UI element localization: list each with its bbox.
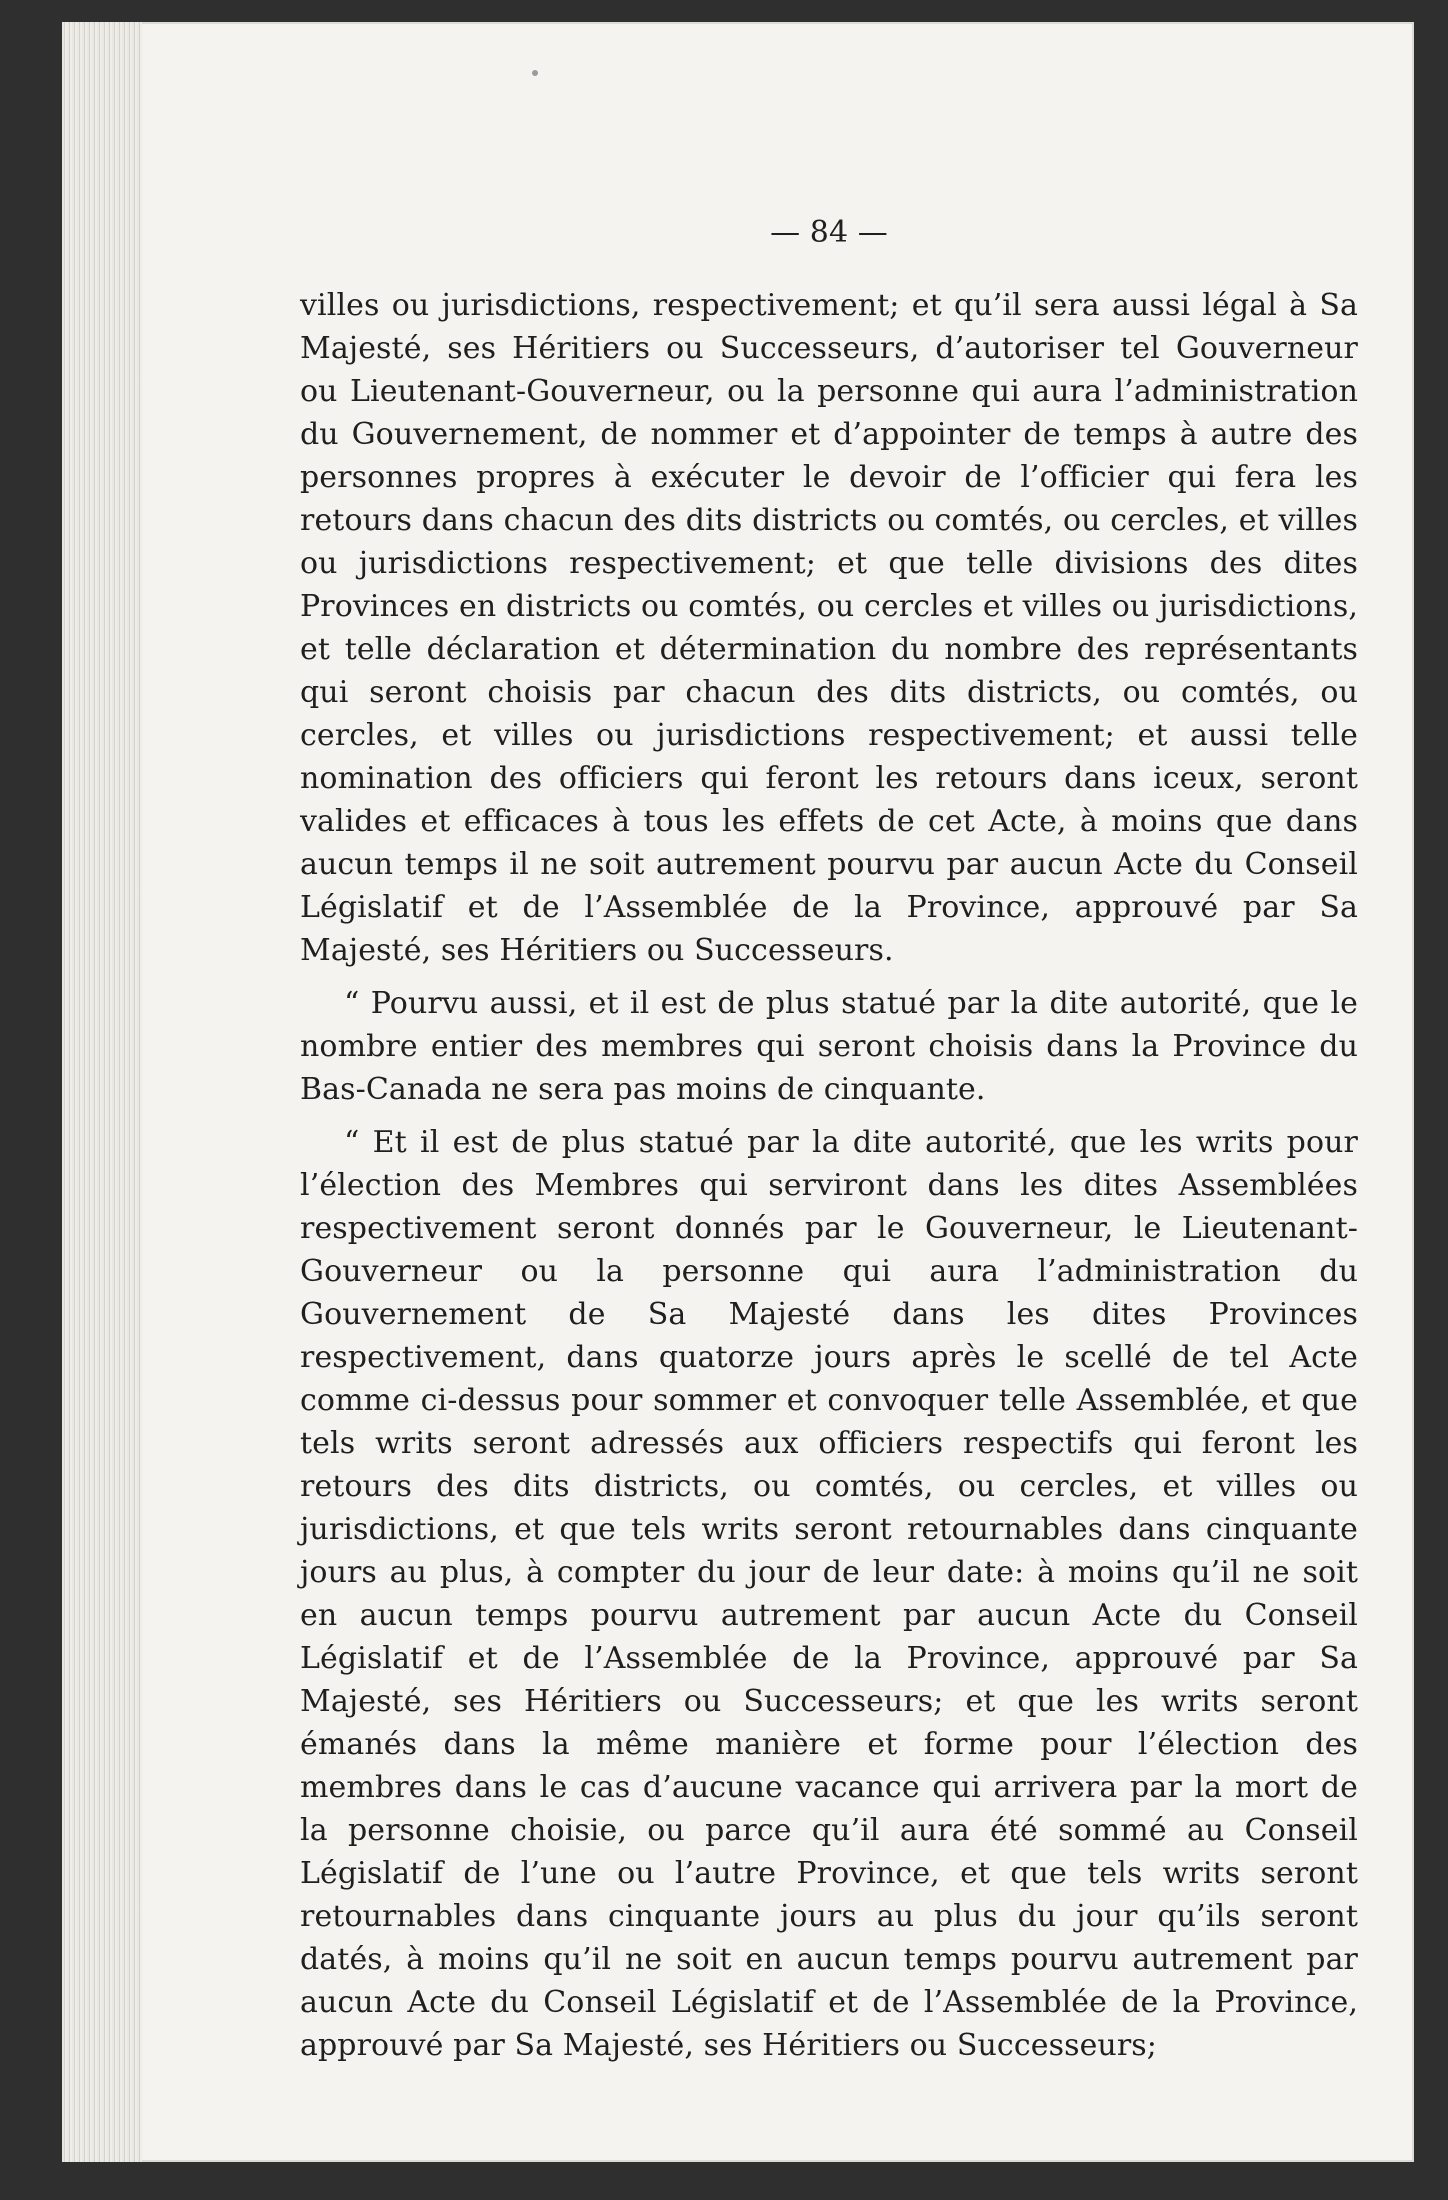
page-edge-stack: [62, 22, 142, 2162]
page-text-block: [300, 215, 1358, 2077]
paragraph-2: “ Pourvu aussi, et il est de plus statué par la dite autorité, que le nombre entier des membres qui seront choisis dans la Province du Bas-Canada ne sera pas moins de cinquante.: [300, 986, 1358, 1107]
page-number: — 84 —: [770, 215, 888, 250]
paragraph-3: “ Et il est de plus statué par la dite autorité, que les writs pour l’élection des Membres qui serviront dans les dites Assemblées respectivement seront donnés par le Gouverneur, le Lieutenant-Gouverneur ou la personne qui aura l’administration du Gouvernement de Sa Majesté dans les dites Provinces respectivement, dans quatorze jours après le scellé de tel Acte comme ci-dessus pour sommer et convoquer telle Assemblée, et que tels writs seront adressés aux officiers respectifs qui feront les retours des dits districts, ou comtés, ou cercles, et villes ou jurisdictions, et que tels writs seront retournables dans cinquante jours au plus, à compter du jour de leur date: à moins qu’il ne soit en aucun temps pourvu autrement par aucun Acte du Conseil Législatif et de l’Assemblée de la Province, approuvé par Sa Majesté, ses Héritiers ou Successeurs; et que les writs seront émanés dans la même manière et forme pour l’élection des membres dans le cas d’aucune vacance qui arrivera par la mort de la personne choisie, ou parce qu’il aura été sommé au Conseil Législatif de l’une ou l’autre Province, et que tels writs seront retournables dans cinquante jours au plus du jour qu’ils seront datés, à moins qu’il ne soit en aucun temps pourvu autrement par aucun Acte du Conseil Législatif et de l’Assemblée de la Province, approuvé par Sa Majesté, ses Héritiers ou Successeurs;: [300, 1125, 1358, 2063]
speck-mark: [532, 70, 538, 76]
paragraph-1: villes ou jurisdictions, respectivement; et qu’il sera aussi légal à Sa Majesté, ses Héritiers ou Successeurs, d’autoriser tel Gouverneur ou Lieutenant-Gouverneur, ou la personne qui aura l’administration du Gouvernement, de nommer et d’appointer de temps à autre des personnes propres à exécuter le devoir de l’officier qui fera les retours dans chacun des dits districts ou comtés, ou cercles, et villes ou jurisdictions respectivement; et que telle divisions des dites Provinces en districts ou comtés, ou cercles et villes ou jurisdictions, et telle déclaration et détermination du nombre des représentants qui seront choisis par chacun des dits districts, ou comtés, ou cercles, et villes ou jurisdictions respectivement; et aussi telle nomination des officiers qui feront les retours dans iceux, seront valides et efficaces à tous les effets de cet Acte, à moins que dans aucun temps il ne soit autrement pourvu par aucun Acte du Conseil Législatif et de l’Assemblée de la Province, approuvé par Sa Majesté, ses Héritiers ou Successeurs.: [300, 288, 1358, 968]
